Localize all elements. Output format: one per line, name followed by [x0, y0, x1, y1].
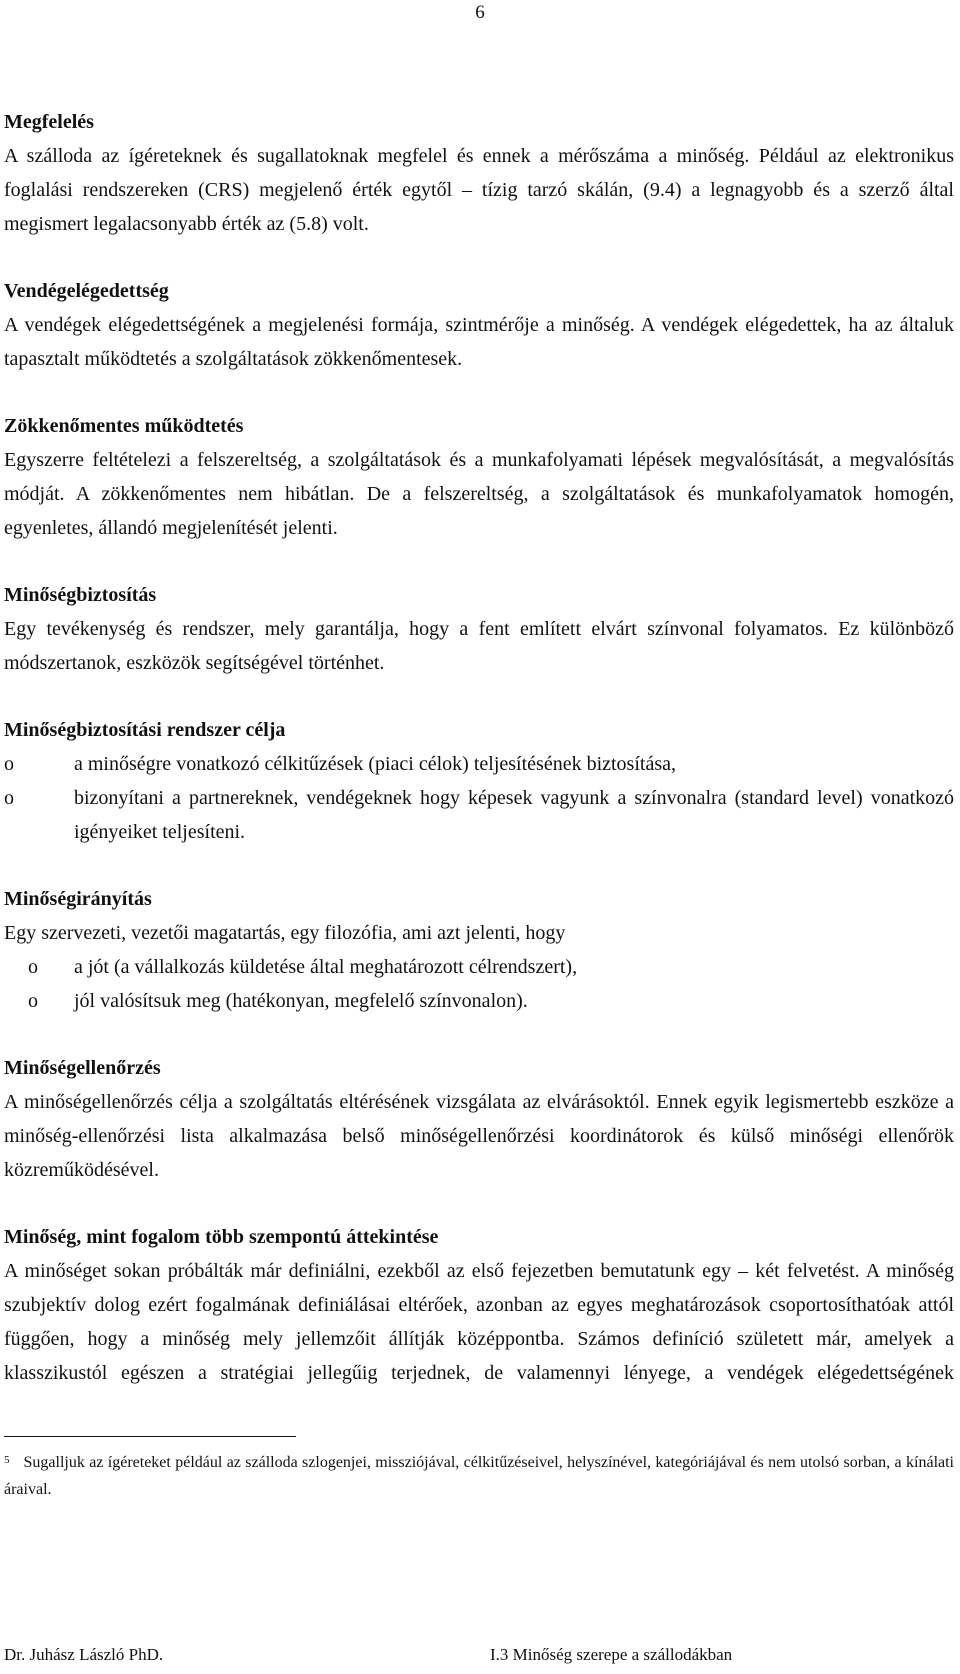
- section-paragraph: A vendégek elégedettségének a megjelenési formája, szintmérője a minőség. A vendégek elégedettek, ha az általuk tapasztalt működtetés a szolgáltatások zökkenőmentesek.: [4, 314, 954, 370]
- section-minosegbiztositas: [4, 578, 954, 680]
- list-item: [4, 781, 954, 849]
- section-paragraph: Egyszerre feltételezi a felszereltség, a szolgáltatások és a munkafolyamati lépések megvalósítását, a megvalósítás módját. A zökkenőmentes nem hibátlan. De a felszereltség, a szolgáltatások és munkafolyamatok homogén, egyenletes, állandó megjelenítését jelenti.: [4, 449, 954, 539]
- bullet-marker: o: [28, 990, 38, 1012]
- section-paragraph: A szálloda az ígéreteknek és sugallatoknak megfelel és ennek a mérőszáma a minőség. Például az elektronikus foglalási rendszereken (CRS) megjelenő érték egytől – tízig tarzó skálán, (9.4) a legnagyobb és a szerző által megismert legalacsonyabb érték az (5.8) volt.: [4, 145, 954, 235]
- section-zokkenomentes: [4, 409, 954, 545]
- bullet-marker: o: [4, 787, 14, 809]
- list-item: [4, 747, 954, 781]
- section-heading: Vendégelégedettség: [4, 280, 169, 302]
- section-paragraph: Egy szervezeti, vezetői magatartás, egy filozófia, ami azt jelenti, hogy: [4, 922, 566, 944]
- section-megfeleles: [4, 105, 954, 241]
- list-item-text: a minőségre vonatkozó célkitűzések (piaci célok) teljesítésének biztosítása,: [74, 753, 676, 775]
- section-vendegelegedettseg: [4, 274, 954, 376]
- section-heading: Minőség, mint fogalom több szempontú áttekintése: [4, 1226, 439, 1248]
- footnote-marker: 5: [4, 1454, 10, 1466]
- list-item-text: a jót (a vállalkozás küldetése által meghatározott célrendszert),: [74, 956, 578, 978]
- list-item-text: jól valósítsuk meg (hatékonyan, megfelelő színvonalon).: [74, 990, 528, 1012]
- section-paragraph: Egy tevékenység és rendszer, mely garantálja, hogy a fent említett elvárt színvonal folyamatos. Ez különböző módszertanok, eszközök segítségével történhet.: [4, 618, 954, 674]
- bullet-marker: o: [4, 753, 14, 775]
- section-heading: Minőségbiztosítási rendszer célja: [4, 719, 286, 741]
- footnote-text: Sugalljuk az ígéreteket például az szálloda szlogenjei, missziójával, célkitűzéseivel, helyszínével, kategóriájával és nem utolsó sorban, a kínálati áraival.: [4, 1454, 954, 1498]
- section-overview: [4, 1220, 954, 1390]
- section-minosegiranyitas: [4, 882, 954, 1018]
- page-number: 6: [475, 2, 485, 23]
- list-item: [4, 984, 954, 1018]
- section-heading: Minőségbiztosítás: [4, 584, 157, 606]
- section-heading: Minőségellenőrzés: [4, 1057, 161, 1079]
- footnote-separator: [4, 1436, 296, 1437]
- list-item-text: bizonyítani a partnereknek, vendégeknek hogy képesek vagyunk a színvonalra (standard level) vonatkozó igényeiket teljesíteni.: [74, 787, 954, 843]
- section-heading: Megfelelés: [4, 111, 94, 133]
- section-paragraph: A minőséget sokan próbálták már definiálni, ezekből az első fejezetben bemutatunk egy – két felvetést. A minőség szubjektív dolog ezért fogalmának definiálásai eltérőek, azonban az egyes meghatározások csoportosíthatóak attól függően, hogy a minőség mely jellemzőit állítják középpontba. Számos definíció született már, amelyek a klasszikustól egészen a stratégiai jellegűig terjednek, de valamennyi lényege, a vendégek elégedettségének: [4, 1260, 954, 1384]
- footer-chapter: I.3 Minőség szerepe a szállodákban: [490, 1645, 733, 1664]
- section-heading: Zökkenőmentes működtetés: [4, 415, 244, 437]
- footnote: [4, 1450, 954, 1503]
- section-paragraph: A minőségellenőrzés célja a szolgáltatás eltérésének vizsgálata az elvárásoktól. Ennek egyik legismertebb eszköze a minőség-ellenőrzési lista alkalmazása belső minőségellenőrzési koordinátorok és külső minőségi ellenőrök közreműködésével.: [4, 1091, 954, 1181]
- qa-goal-list: [4, 747, 954, 849]
- qm-list: [4, 950, 954, 1018]
- document-body: [4, 105, 954, 1423]
- list-item: [4, 950, 954, 984]
- section-qa-goal: [4, 713, 954, 849]
- section-minosegellenorzes: [4, 1051, 954, 1187]
- footer-author: Dr. Juhász László PhD.: [4, 1645, 164, 1664]
- section-heading: Minőségirányítás: [4, 888, 152, 910]
- bullet-marker: o: [28, 956, 38, 978]
